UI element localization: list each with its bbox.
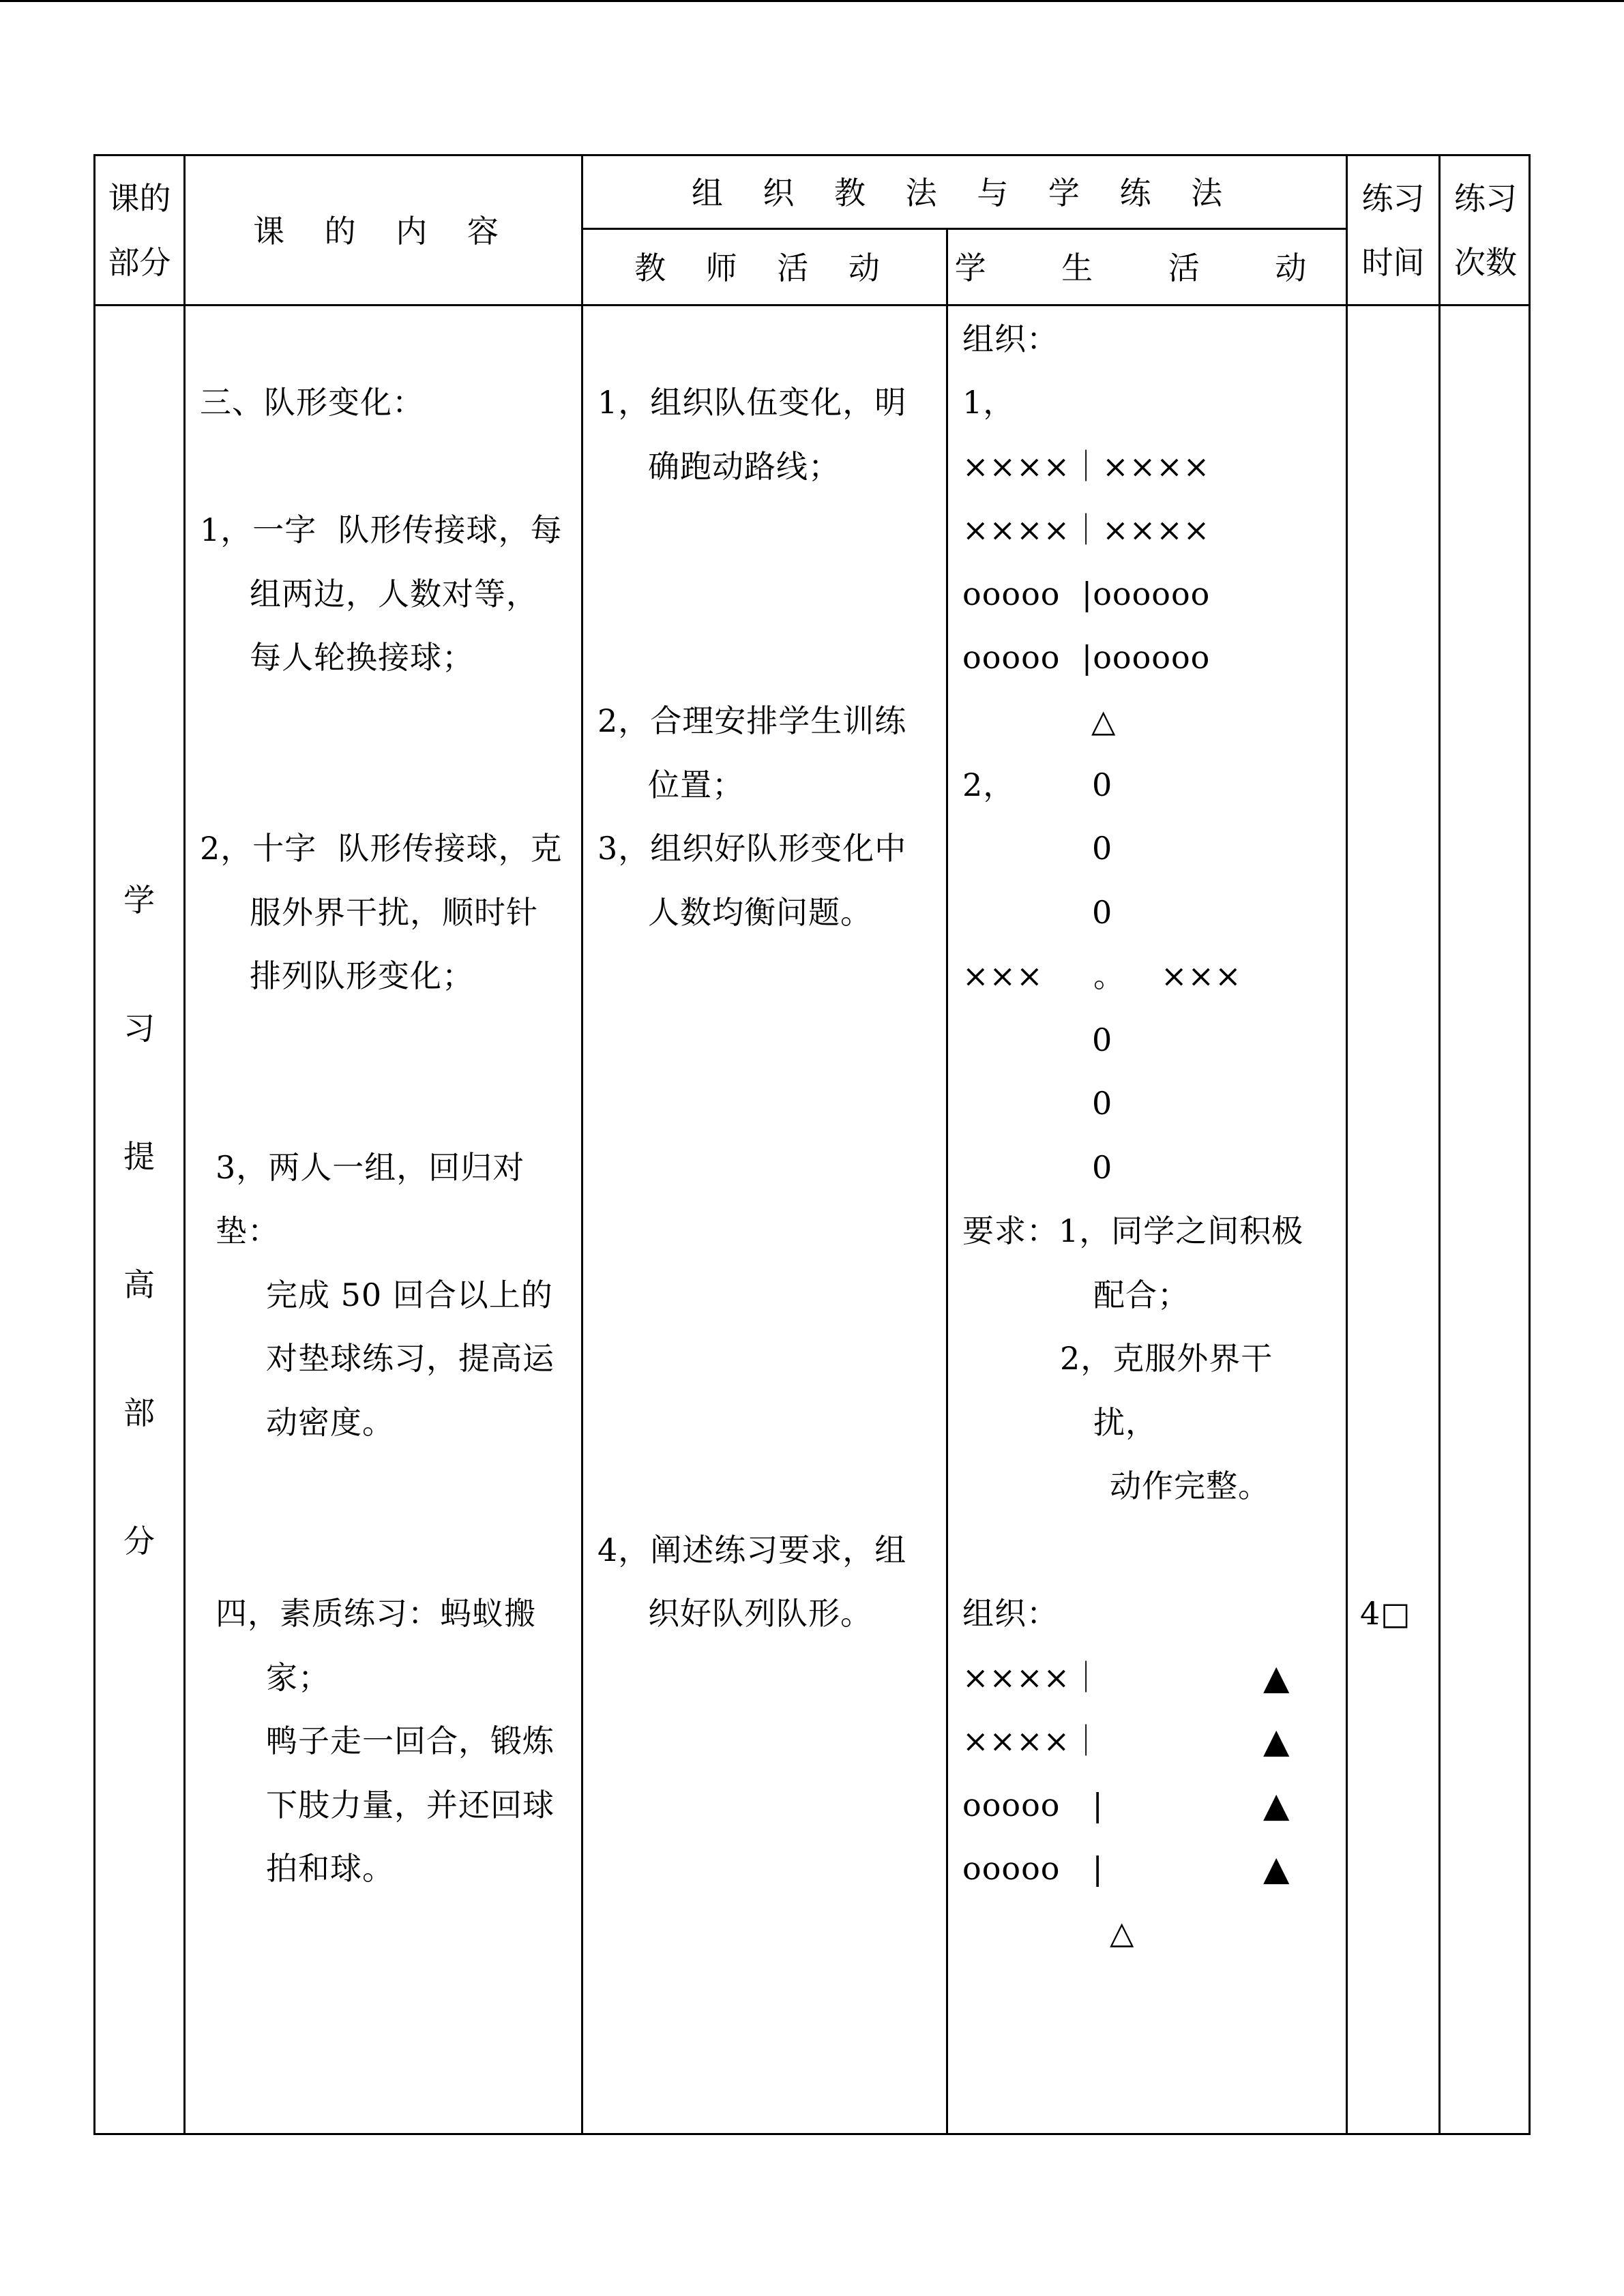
- content-line: 排列队形变化；: [250, 957, 474, 994]
- section-char: 分: [123, 1523, 155, 1560]
- formation-row: ooooo |oooooo: [962, 639, 1211, 676]
- formation-row: 0: [1092, 1085, 1113, 1122]
- section-char: 提: [123, 1138, 155, 1175]
- black-triangle-marker: ▲: [1263, 1849, 1290, 1888]
- header-part-line2: 部分: [108, 244, 171, 281]
- content-line: 对垫球练习，提高运: [266, 1340, 555, 1377]
- formation-row: ××××｜: [962, 1659, 1103, 1696]
- formation-row: ×××: [1161, 957, 1242, 994]
- content-line: 动密度。: [266, 1404, 394, 1441]
- black-triangle-marker: ▲: [1263, 1785, 1290, 1825]
- col-divider-part: [183, 154, 186, 2135]
- student-line: 组织：: [962, 320, 1059, 357]
- formation-row: 0: [1092, 894, 1113, 931]
- requirement-line: 配合；: [1093, 1277, 1190, 1313]
- formation-row: ooooo |: [962, 1787, 1104, 1823]
- content-line: 3，两人一组，回归对: [216, 1149, 525, 1186]
- formation-center-mark: 。: [1093, 957, 1125, 994]
- student-line: 1，: [962, 384, 1016, 421]
- header-teacher: 教 师 活 动: [634, 250, 895, 286]
- teacher-position-mark: △: [1091, 702, 1117, 739]
- content-line: 拍和球。: [266, 1850, 394, 1887]
- col-divider-time: [1438, 154, 1441, 2135]
- header-bottom-line: [93, 304, 1531, 306]
- formation-row: ooooo |oooooo: [962, 576, 1211, 612]
- section-char: 部: [123, 1395, 155, 1431]
- teacher-line: 1，组织队伍变化，明: [597, 384, 907, 421]
- formation-row: 0: [1092, 1149, 1113, 1186]
- header-count-line2: 次数: [1454, 244, 1517, 281]
- header-time-line2: 时间: [1361, 244, 1425, 281]
- section-char: 习: [123, 1010, 155, 1047]
- teacher-line: 位置；: [648, 766, 744, 803]
- black-triangle-marker: ▲: [1263, 1658, 1290, 1697]
- formation-row: ××××｜: [962, 1723, 1103, 1759]
- content-line: 完成 50 回合以上的: [266, 1277, 553, 1313]
- formation-row: ××××｜××××: [962, 511, 1211, 548]
- page-top-border: [0, 0, 1624, 2]
- content-line: 四，素质练习：蚂蚁搬: [216, 1595, 536, 1632]
- header-content: 课 的 内 容: [253, 213, 514, 250]
- header-org-methods: 组 织 教 法 与 学 练 法: [691, 175, 1238, 211]
- teacher-line: 4，阐述练习要求，组: [597, 1532, 907, 1568]
- content-line: 垫：: [216, 1212, 280, 1249]
- col-divider-content: [581, 154, 583, 2135]
- col-divider-teacher: [946, 228, 948, 2135]
- content-line: 下肢力量，并还回球: [266, 1787, 555, 1823]
- formation-row: ooooo |: [962, 1850, 1104, 1887]
- teacher-line: 确跑动路线；: [648, 448, 840, 485]
- content-line: 家；: [266, 1659, 330, 1696]
- col-divider-student: [1346, 154, 1348, 2135]
- teacher-line: 织好队列队形。: [648, 1595, 872, 1632]
- content-line: 鸭子走一回合，锻炼: [266, 1723, 555, 1759]
- content-line: 每人轮换接球；: [250, 639, 474, 676]
- content-line: 服外界干扰，顺时针: [250, 894, 538, 931]
- header-time-line1: 练习: [1361, 180, 1425, 217]
- formation-row: ××××｜××××: [962, 448, 1211, 485]
- section-char: 高: [123, 1266, 155, 1303]
- header-split-line: [581, 228, 1348, 230]
- header-part-line1: 课的: [108, 180, 171, 217]
- content-line: 组两边，人数对等，: [250, 576, 538, 612]
- requirement-line: 2，克服外界干: [1060, 1340, 1273, 1377]
- practice-time: 4□: [1360, 1595, 1411, 1632]
- header-count-line1: 练习: [1454, 180, 1517, 217]
- teacher-line: 2，合理安排学生训练: [597, 702, 907, 739]
- student-line: 组织：: [962, 1595, 1059, 1632]
- content-line: 2，十字 队形传接球，克: [200, 830, 563, 867]
- formation-row: 0: [1092, 830, 1113, 867]
- formation-row: 0: [1092, 766, 1113, 803]
- formation-row: ×××: [962, 957, 1044, 994]
- content-line: 三、队形变化：: [200, 384, 424, 421]
- student-line: 2，: [962, 766, 1016, 803]
- header-student: 学 生 活 动: [954, 250, 1340, 286]
- teacher-position-mark: △: [1110, 1914, 1135, 1951]
- teacher-line: 人数均衡问题。: [648, 894, 872, 931]
- requirement-line: 动作完整。: [1110, 1467, 1270, 1504]
- black-triangle-marker: ▲: [1263, 1721, 1290, 1761]
- requirement-line: 扰，: [1093, 1404, 1157, 1441]
- content-line: 1，一字 队形传接球，每: [200, 511, 563, 548]
- section-char: 学: [123, 882, 155, 919]
- requirement-line: 要求：1，同学之间积极: [962, 1212, 1304, 1249]
- formation-row: 0: [1092, 1022, 1113, 1058]
- teacher-line: 3，组织好队形变化中: [597, 830, 907, 867]
